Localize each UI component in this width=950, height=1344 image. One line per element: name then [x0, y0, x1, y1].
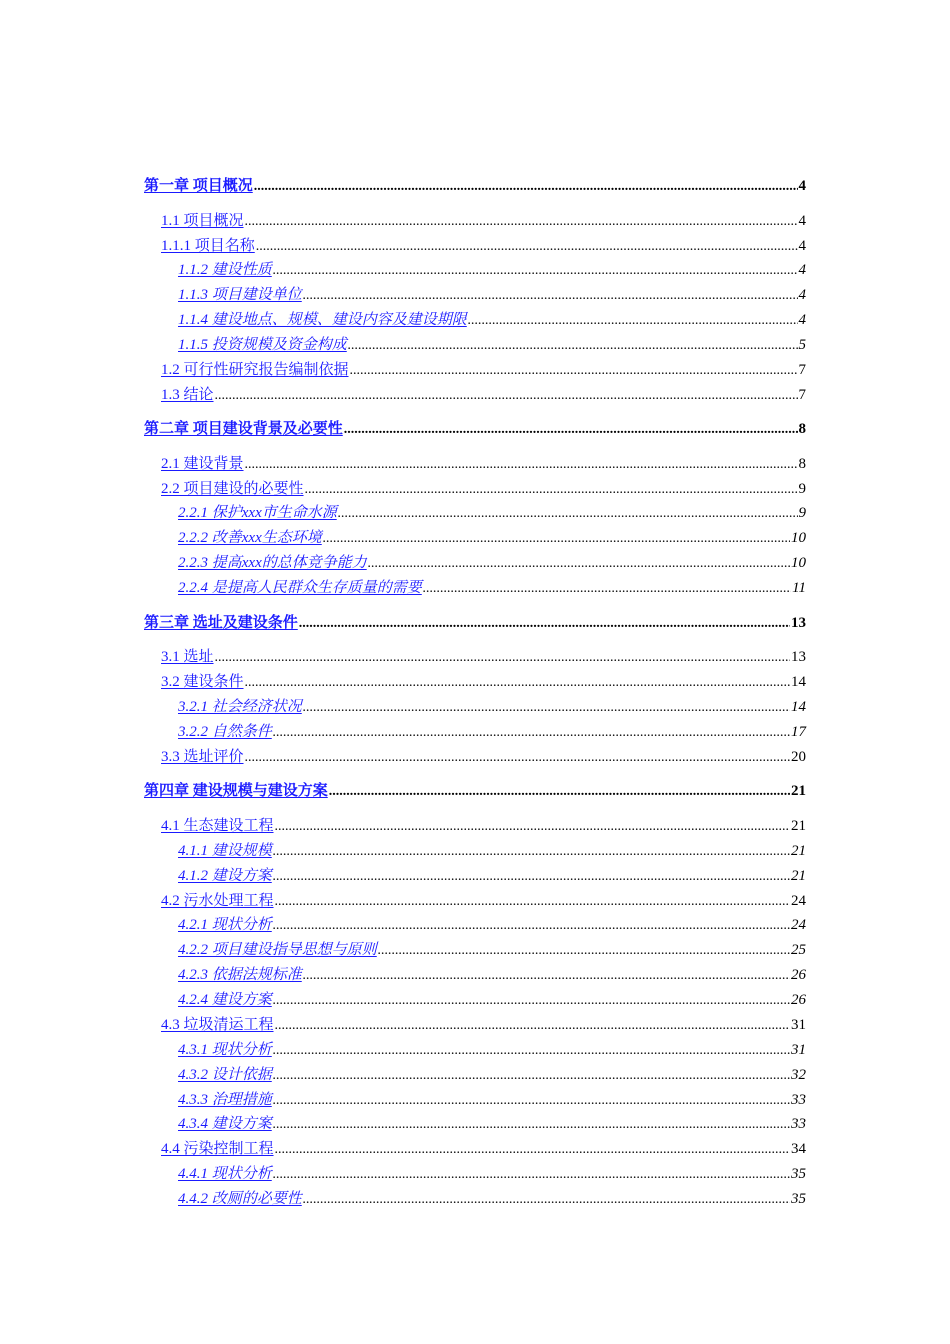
toc-entry-label: 3.2 建设条件 — [161, 674, 244, 690]
toc-section-entry[interactable] — [161, 1138, 806, 1160]
toc-entry-label: 1.1.1 项目名称 — [161, 238, 255, 254]
toc-section-entry[interactable] — [161, 478, 806, 500]
toc-page-number: 31 — [791, 1017, 806, 1033]
toc-page-number: 24 — [791, 917, 806, 933]
toc-leader-dots — [273, 866, 790, 888]
toc-page-number: 7 — [798, 362, 806, 378]
toc-entry-label: 3.3 选址评价 — [161, 749, 244, 765]
toc-page-number: 21 — [791, 868, 806, 884]
toc-page-number: 4 — [798, 178, 806, 194]
toc-subsection-entry[interactable] — [178, 865, 806, 887]
toc-entry-label: 4.3 垃圾清运工程 — [161, 1017, 274, 1033]
toc-leader-dots — [378, 940, 790, 962]
toc-entry-label: 4.3.4 建设方案 — [178, 1116, 272, 1132]
toc-leader-dots — [273, 1090, 790, 1112]
toc-page-number: 21 — [791, 843, 806, 859]
toc-page-number: 21 — [791, 783, 806, 799]
toc-leader-dots — [275, 816, 790, 838]
toc-leader-dots — [348, 335, 798, 357]
toc-leader-dots — [245, 747, 790, 769]
toc-leader-dots — [344, 419, 798, 441]
toc-page-number: 7 — [798, 387, 806, 403]
toc-section-entry[interactable] — [161, 890, 806, 912]
toc-leader-dots — [273, 1065, 790, 1087]
toc-page-number: 35 — [791, 1166, 806, 1182]
toc-leader-dots — [350, 360, 798, 382]
toc-entry-label: 1.1.3 项目建设单位 — [178, 287, 302, 303]
toc-section-entry[interactable] — [161, 746, 806, 768]
toc-page-number: 9 — [798, 505, 806, 521]
toc-page-number: 4 — [798, 312, 806, 328]
toc-entry-label: 2.1 建设背景 — [161, 456, 244, 472]
toc-page-number: 32 — [791, 1067, 806, 1083]
toc-subsection-entry[interactable] — [178, 577, 806, 599]
toc-subsection-entry[interactable] — [178, 989, 806, 1011]
toc-entry-label: 2.2.2 改善xxx生态环境 — [178, 530, 322, 546]
toc-page-number: 9 — [798, 481, 806, 497]
toc-subsection-entry[interactable] — [178, 334, 806, 356]
toc-leader-dots — [273, 722, 790, 744]
toc-page-number: 8 — [798, 456, 806, 472]
toc-page-number: 14 — [791, 674, 806, 690]
toc-entry-label: 1.2 可行性研究报告编制依据 — [161, 362, 349, 378]
toc-leader-dots — [273, 990, 790, 1012]
toc-entry-label: 4.4 污染控制工程 — [161, 1141, 274, 1157]
toc-entry-label: 4.3.2 设计依据 — [178, 1067, 272, 1083]
toc-entry-label: 1.1.2 建设性质 — [178, 262, 272, 278]
toc-page-number: 8 — [798, 421, 806, 437]
toc-leader-dots — [275, 891, 790, 913]
toc-leader-dots — [305, 479, 798, 501]
toc-entry-label: 2.2.4 是提高人民群众生存质量的需要 — [178, 580, 422, 596]
toc-entry-label: 4.2.4 建设方案 — [178, 992, 272, 1008]
toc-subsection-entry[interactable] — [178, 259, 806, 281]
toc-subsection-entry[interactable] — [178, 840, 806, 862]
toc-subsection-entry[interactable] — [178, 309, 806, 331]
toc-leader-dots — [329, 781, 790, 803]
toc-entry-label: 1.1 项目概况 — [161, 213, 244, 229]
toc-page-number: 31 — [791, 1042, 806, 1058]
toc-page-number: 10 — [791, 555, 806, 571]
toc-leader-dots — [215, 385, 798, 407]
toc-leader-dots — [273, 841, 790, 863]
toc-entry-label: 2.2.3 提高xxx的总体竞争能力 — [178, 555, 367, 571]
toc-entry-label: 第三章 选址及建设条件 — [144, 615, 298, 631]
toc-entry-label: 4.2 污水处理工程 — [161, 893, 274, 909]
toc-subsection-entry[interactable] — [178, 1188, 806, 1210]
toc-entry-label: 4.1.1 建设规模 — [178, 843, 272, 859]
toc-page-number: 11 — [792, 580, 806, 596]
toc-entry-label: 4.4.2 改厕的必要性 — [178, 1191, 302, 1207]
toc-section-entry[interactable] — [161, 384, 806, 406]
toc-leader-dots — [273, 1040, 790, 1062]
toc-leader-dots — [245, 672, 790, 694]
toc-page-number: 26 — [791, 992, 806, 1008]
toc-subsection-entry[interactable] — [178, 1064, 806, 1086]
toc-entry-label: 4.2.3 依据法规标准 — [178, 967, 302, 983]
toc-entry-label: 4.1 生态建设工程 — [161, 818, 274, 834]
toc-leader-dots — [245, 454, 798, 476]
toc-subsection-entry[interactable] — [178, 1089, 806, 1111]
toc-leader-dots — [303, 285, 798, 307]
toc-leader-dots — [273, 260, 798, 282]
toc-leader-dots — [273, 915, 790, 937]
toc-subsection-entry[interactable] — [178, 964, 806, 986]
toc-subsection-entry[interactable] — [178, 914, 806, 936]
toc-entry-label: 第四章 建设规模与建设方案 — [144, 783, 328, 799]
toc-page-number: 17 — [791, 724, 806, 740]
toc-leader-dots — [303, 697, 790, 719]
toc-page-number: 14 — [791, 699, 806, 715]
toc-entry-label: 4.2.1 现状分析 — [178, 917, 272, 933]
toc-page-number: 24 — [791, 893, 806, 909]
toc-section-entry[interactable] — [161, 815, 806, 837]
toc-page-number: 4 — [798, 262, 806, 278]
toc-leader-dots — [275, 1015, 790, 1037]
toc-page-number: 25 — [791, 942, 806, 958]
toc-chapter-entry[interactable] — [144, 780, 806, 802]
toc-page-number: 4 — [798, 287, 806, 303]
toc-section-entry[interactable] — [161, 235, 806, 257]
toc-leader-dots — [275, 1139, 790, 1161]
toc-subsection-entry[interactable] — [178, 939, 806, 961]
toc-entry-label: 3.2.2 自然条件 — [178, 724, 272, 740]
toc-section-entry[interactable] — [161, 359, 806, 381]
toc-entry-label: 1.1.4 建设地点、规模、建设内容及建设期限 — [178, 312, 467, 328]
toc-subsection-entry[interactable] — [178, 284, 806, 306]
toc-section-entry[interactable] — [161, 646, 806, 668]
toc-entry-label: 4.3.3 治理措施 — [178, 1092, 272, 1108]
toc-page-number: 33 — [791, 1116, 806, 1132]
toc-leader-dots — [338, 503, 798, 525]
toc-page-number: 4 — [798, 238, 806, 254]
toc-leader-dots — [256, 236, 798, 258]
toc-subsection-entry[interactable] — [178, 1113, 806, 1135]
toc-page-number: 35 — [791, 1191, 806, 1207]
toc-entry-label: 第一章 项目概况 — [144, 178, 253, 194]
toc-subsection-entry[interactable] — [178, 721, 806, 743]
toc-page-number: 21 — [791, 818, 806, 834]
toc-page-number: 13 — [791, 615, 806, 631]
toc-leader-dots — [303, 965, 790, 987]
toc-entry-label: 3.1 选址 — [161, 649, 214, 665]
toc-entry-label: 4.1.2 建设方案 — [178, 868, 272, 884]
toc-section-entry[interactable] — [161, 453, 806, 475]
toc-leader-dots — [299, 613, 790, 635]
toc-page-number: 26 — [791, 967, 806, 983]
toc-section-entry[interactable] — [161, 1014, 806, 1036]
toc-page-number: 34 — [791, 1141, 806, 1157]
toc-leader-dots — [245, 211, 798, 233]
toc-page-number: 20 — [791, 749, 806, 765]
toc-chapter-entry[interactable] — [144, 175, 806, 197]
toc-chapter-entry[interactable] — [144, 612, 806, 634]
toc-entry-label: 1.1.5 投资规模及资金构成 — [178, 337, 347, 353]
toc-entry-label: 4.3.1 现状分析 — [178, 1042, 272, 1058]
toc-leader-dots — [273, 1114, 790, 1136]
toc-leader-dots — [273, 1164, 790, 1186]
toc-subsection-entry[interactable] — [178, 1163, 806, 1185]
toc-page-number: 4 — [798, 213, 806, 229]
toc-entry-label: 2.2.1 保护xxx市生命水源 — [178, 505, 337, 521]
toc-page-number: 13 — [791, 649, 806, 665]
toc-entry-label: 第二章 项目建设背景及必要性 — [144, 421, 343, 437]
toc-leader-dots — [468, 310, 798, 332]
toc-chapter-entry[interactable] — [144, 418, 806, 440]
toc-section-entry[interactable] — [161, 671, 806, 693]
toc-section-entry[interactable] — [161, 210, 806, 232]
toc-page-number: 33 — [791, 1092, 806, 1108]
toc-subsection-entry[interactable] — [178, 527, 806, 549]
toc-entry-label: 4.4.1 现状分析 — [178, 1166, 272, 1182]
toc-leader-dots — [215, 647, 790, 669]
toc-subsection-entry[interactable] — [178, 696, 806, 718]
toc-page-number: 5 — [798, 337, 806, 353]
toc-subsection-entry[interactable] — [178, 502, 806, 524]
toc-page-number: 10 — [791, 530, 806, 546]
toc-entry-label: 4.2.2 项目建设指导思想与原则 — [178, 942, 377, 958]
toc-leader-dots — [423, 578, 791, 600]
toc-leader-dots — [323, 528, 790, 550]
toc-subsection-entry[interactable] — [178, 1039, 806, 1061]
toc-leader-dots — [368, 553, 790, 575]
toc-entry-label: 1.3 结论 — [161, 387, 214, 403]
toc-subsection-entry[interactable] — [178, 552, 806, 574]
toc-entry-label: 3.2.1 社会经济状况 — [178, 699, 302, 715]
toc-leader-dots — [303, 1189, 790, 1211]
toc-entry-label: 2.2 项目建设的必要性 — [161, 481, 304, 497]
toc-leader-dots — [254, 176, 798, 198]
